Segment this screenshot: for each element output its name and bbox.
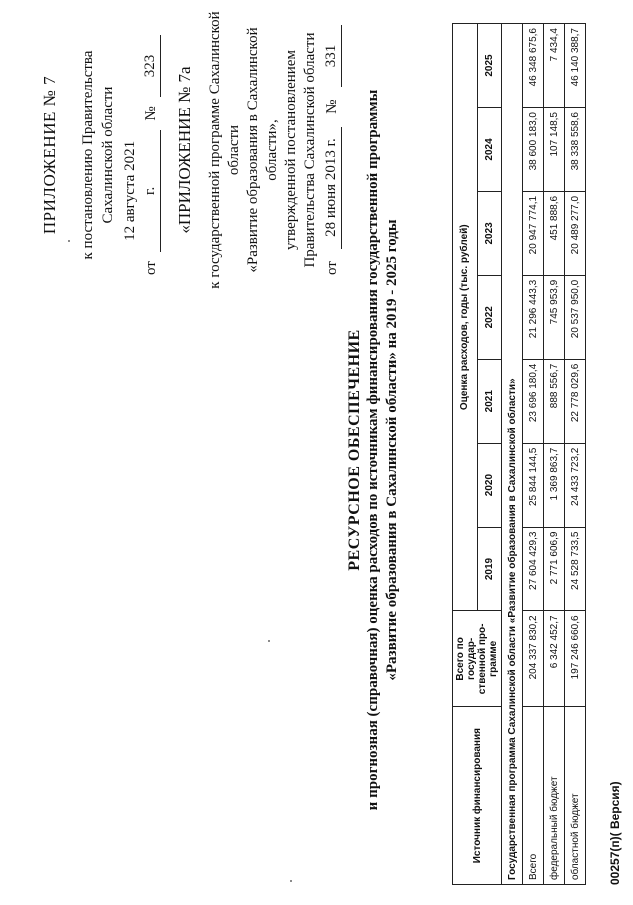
- total-cell: 204 337 830,2: [523, 611, 544, 707]
- decree-date: 12 августа 2021 г.: [120, 130, 161, 252]
- year-cell: 7 434,4: [544, 24, 565, 108]
- year-cell: 20 537 950,0: [565, 275, 586, 359]
- document-code: 00257(п)( Версия): [608, 781, 622, 885]
- appendix-7a-title: «ПРИЛОЖЕНИЕ № 7а: [175, 66, 194, 234]
- source-cell: областной бюджет: [565, 707, 586, 885]
- year-header: 2019: [477, 527, 502, 611]
- table-row: [523, 24, 544, 885]
- year-header: 2024: [477, 108, 502, 192]
- table-row: [565, 24, 586, 885]
- header-group: Оценка расходов, годы (тыс. рублей): [453, 24, 478, 611]
- source-cell: федеральный бюджет: [544, 707, 565, 885]
- year-cell: 21 296 443,3: [523, 275, 544, 359]
- year-cell: 22 778 029,6: [565, 359, 586, 443]
- year-cell: 1 369 863,7: [544, 443, 565, 527]
- title-line-2: и прогнозная (справочная) оценка расходов по источникам финансирования государственной программы: [365, 89, 381, 811]
- year-cell: 38 338 558,6: [565, 108, 586, 192]
- year-cell: 46 140 388,7: [565, 24, 586, 108]
- decree-number: 331: [322, 25, 342, 87]
- year-header: 2025: [477, 24, 502, 108]
- number-label: №: [143, 106, 159, 121]
- year-header: 2021: [477, 359, 502, 443]
- appendix-7a-line: к государственной программе Сахалинской области: [207, 11, 242, 289]
- decree-number: 323: [140, 35, 161, 97]
- year-cell: 2 771 606,9: [544, 527, 565, 611]
- title-line-3: «Развитие образования в Сахалинской области» на 2019 - 2025 годы: [384, 219, 400, 681]
- appendix-7a-line: утвержденной постановлением: [283, 50, 299, 250]
- year-header: 2023: [477, 191, 502, 275]
- total-cell: 197 246 660,6: [565, 611, 586, 707]
- appendix-7-date-row: [120, 35, 161, 275]
- year-cell: 20 947 774,1: [523, 191, 544, 275]
- title-line-1: РЕСУРСНОЕ ОБЕСПЕЧЕНИЕ: [346, 329, 363, 571]
- total-cell: 6 342 452,7: [544, 611, 565, 707]
- number-label: №: [324, 99, 340, 114]
- appendix-7-title: ПРИЛОЖЕНИЕ № 7: [40, 75, 59, 235]
- year-cell: 25 844 144,5: [523, 443, 544, 527]
- document-title: [345, 35, 402, 865]
- year-cell: 38 600 183,0: [523, 108, 544, 192]
- appendix-7a-line: Правительства Сахалинской области: [302, 32, 318, 268]
- year-cell: 27 604 429,3: [523, 527, 544, 611]
- from-label: от: [324, 261, 340, 275]
- appendix-7a-header: [175, 5, 342, 295]
- year-header: 2022: [477, 275, 502, 359]
- year-cell: 107 148,5: [544, 108, 565, 192]
- program-row: Государственная программа Сахалинской области «Развитие образования в Сахалинской области»: [502, 24, 523, 885]
- year-cell: 888 556,7: [544, 359, 565, 443]
- appendix-7-line: Сахалинской области: [100, 86, 116, 224]
- table-row: [544, 24, 565, 885]
- year-cell: 24 433 723,2: [565, 443, 586, 527]
- appendix-7-line: к постановлению Правительства: [80, 50, 96, 260]
- resource-table: [452, 23, 586, 885]
- year-cell: 24 528 733,5: [565, 527, 586, 611]
- year-cell: 20 489 277,0: [565, 191, 586, 275]
- source-cell: Всего: [523, 707, 544, 885]
- year-header: 2020: [477, 443, 502, 527]
- header-source: Источник финансирования: [453, 707, 502, 885]
- decree-date: 28 июня 2013 г.: [322, 127, 342, 249]
- appendix-7-header: [40, 35, 161, 275]
- appendix-7a-line: «Развитие образования в Сахалинской области»,: [245, 27, 280, 273]
- appendix-7a-date-row: [322, 5, 342, 295]
- year-cell: 46 348 675,6: [523, 24, 544, 108]
- year-cell: 745 953,9: [544, 275, 565, 359]
- header-total: Всего по государ-ственной про-грамме: [453, 611, 502, 707]
- from-label: от: [143, 261, 159, 275]
- year-cell: 451 888,6: [544, 191, 565, 275]
- year-cell: 23 696 180,4: [523, 359, 544, 443]
